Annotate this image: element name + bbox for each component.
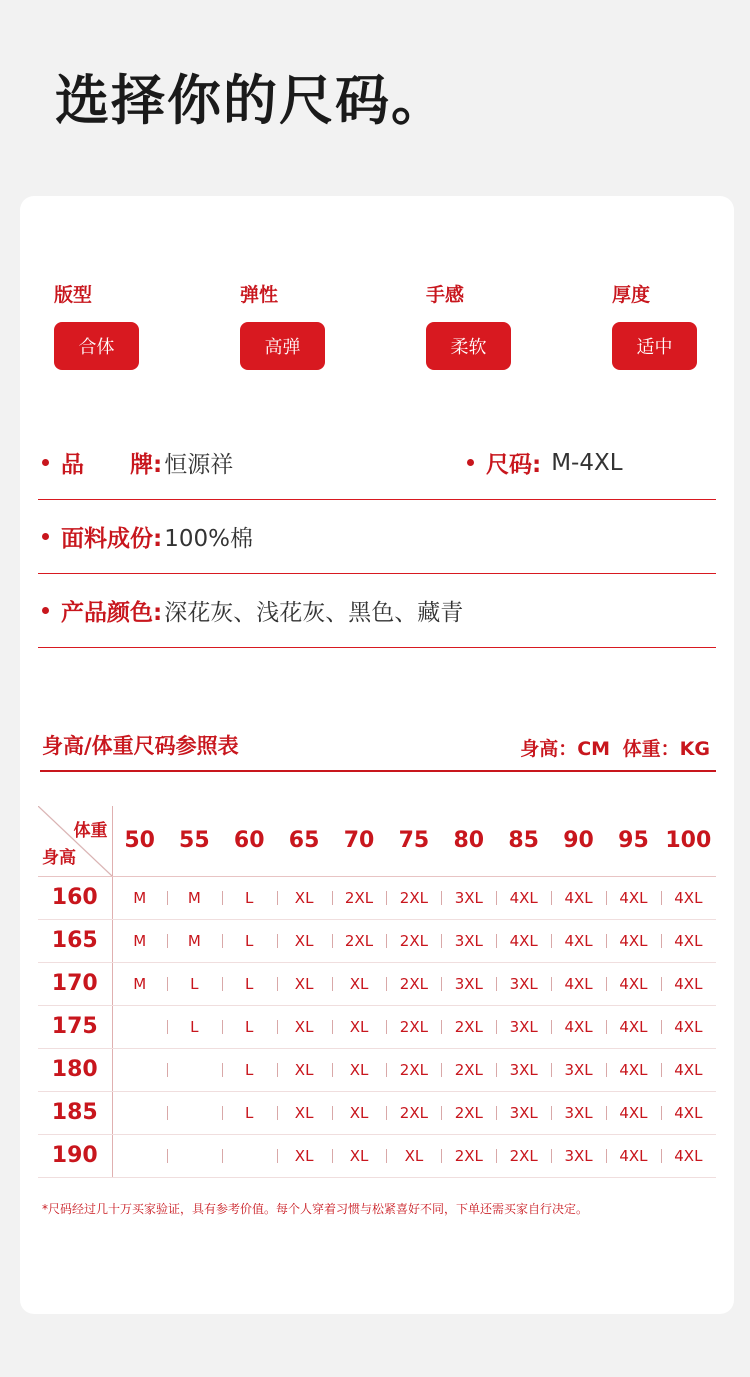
size-cell: XL bbox=[277, 1005, 332, 1048]
height-header: 170 bbox=[38, 962, 112, 1005]
attribute-elasticity bbox=[240, 280, 380, 370]
brand-label: 品 牌: bbox=[61, 452, 163, 478]
weight-header: 100 bbox=[661, 806, 716, 876]
fabric-label: 面料成份: bbox=[61, 526, 163, 552]
size-range-info bbox=[463, 446, 623, 479]
size-cell: L bbox=[222, 1005, 277, 1048]
size-cell: L bbox=[222, 962, 277, 1005]
fabric-value: 100%棉 bbox=[164, 526, 253, 552]
table-row bbox=[38, 1005, 716, 1048]
size-cell: 2XL bbox=[332, 876, 387, 919]
size-cell: 4XL bbox=[661, 1091, 716, 1134]
size-cell: XL bbox=[277, 1091, 332, 1134]
size-cell bbox=[222, 1134, 277, 1177]
size-cell: XL bbox=[386, 1134, 441, 1177]
attribute-feel bbox=[426, 280, 566, 370]
size-cell: 3XL bbox=[551, 1134, 606, 1177]
size-cell: 4XL bbox=[606, 1134, 661, 1177]
size-cell: 4XL bbox=[661, 962, 716, 1005]
height-header: 165 bbox=[38, 919, 112, 962]
size-range-value: M-4XL bbox=[551, 449, 623, 476]
size-cell: M bbox=[112, 876, 167, 919]
attribute-label: 手感 bbox=[426, 284, 465, 306]
size-cell: 4XL bbox=[661, 1005, 716, 1048]
weight-header-row bbox=[38, 806, 716, 876]
weight-header: 50 bbox=[112, 806, 167, 876]
weight-header: 60 bbox=[222, 806, 277, 876]
height-header: 185 bbox=[38, 1091, 112, 1134]
attribute-badge: 合体 bbox=[54, 322, 139, 370]
size-cell: 3XL bbox=[551, 1091, 606, 1134]
size-cell: 3XL bbox=[496, 1048, 551, 1091]
size-chart-title: 身高/体重尺码参照表 bbox=[42, 734, 239, 758]
size-cell: 2XL bbox=[386, 1091, 441, 1134]
page-title: 选择你的尺码。 bbox=[55, 69, 447, 132]
size-cell: 4XL bbox=[661, 876, 716, 919]
info-row-brand bbox=[38, 426, 716, 500]
brand-value: 恒源祥 bbox=[164, 452, 234, 478]
size-cell: 3XL bbox=[496, 962, 551, 1005]
size-cell: 2XL bbox=[386, 1005, 441, 1048]
height-header: 180 bbox=[38, 1048, 112, 1091]
size-cell: 4XL bbox=[551, 876, 606, 919]
attribute-badge: 柔软 bbox=[426, 322, 511, 370]
attribute-thickness bbox=[612, 280, 750, 370]
size-cell: 4XL bbox=[551, 962, 606, 1005]
weight-header: 70 bbox=[332, 806, 387, 876]
weight-header: 65 bbox=[277, 806, 332, 876]
size-cell: 4XL bbox=[551, 919, 606, 962]
size-cell: XL bbox=[332, 962, 387, 1005]
size-cell: 3XL bbox=[496, 1091, 551, 1134]
size-cell: 2XL bbox=[441, 1005, 496, 1048]
size-cell: 3XL bbox=[441, 876, 496, 919]
size-cell: XL bbox=[332, 1134, 387, 1177]
size-cell: XL bbox=[277, 1134, 332, 1177]
size-cell: XL bbox=[332, 1048, 387, 1091]
size-cell: M bbox=[112, 919, 167, 962]
height-header: 160 bbox=[38, 876, 112, 919]
colors-label: 产品颜色: bbox=[61, 600, 163, 626]
attribute-fit bbox=[54, 280, 194, 370]
size-cell: L bbox=[222, 876, 277, 919]
size-cell: 2XL bbox=[496, 1134, 551, 1177]
size-cell: 4XL bbox=[606, 876, 661, 919]
fabric-info bbox=[38, 520, 253, 553]
size-cell: M bbox=[167, 919, 222, 962]
weight-header: 95 bbox=[606, 806, 661, 876]
size-cell: 2XL bbox=[441, 1091, 496, 1134]
size-cell bbox=[167, 1134, 222, 1177]
size-cell: 3XL bbox=[551, 1048, 606, 1091]
corner-weight-label: 体重 bbox=[73, 821, 108, 841]
size-cell: 4XL bbox=[606, 962, 661, 1005]
colors-value: 深花灰、浅花灰、黑色、藏青 bbox=[164, 600, 464, 626]
size-cell: 4XL bbox=[551, 1005, 606, 1048]
attribute-badge: 适中 bbox=[612, 322, 697, 370]
size-cell bbox=[167, 1048, 222, 1091]
weight-header: 90 bbox=[551, 806, 606, 876]
weight-header: 75 bbox=[386, 806, 441, 876]
size-cell: 4XL bbox=[496, 876, 551, 919]
bullet-icon bbox=[42, 607, 49, 614]
size-cell: L bbox=[222, 919, 277, 962]
size-cell: 2XL bbox=[441, 1134, 496, 1177]
attribute-badge: 高弹 bbox=[240, 322, 325, 370]
size-cell: 4XL bbox=[661, 1048, 716, 1091]
size-cell: L bbox=[167, 1005, 222, 1048]
size-cell: L bbox=[222, 1048, 277, 1091]
info-row-fabric bbox=[38, 500, 716, 574]
height-unit: 身高：CM bbox=[520, 738, 611, 760]
size-cell bbox=[112, 1091, 167, 1134]
size-cell: 4XL bbox=[661, 919, 716, 962]
height-header: 175 bbox=[38, 1005, 112, 1048]
bullet-icon bbox=[467, 459, 474, 466]
brand-info bbox=[38, 446, 463, 479]
size-cell: 4XL bbox=[496, 919, 551, 962]
size-cell: 2XL bbox=[386, 919, 441, 962]
table-row bbox=[38, 962, 716, 1005]
size-cell: 2XL bbox=[332, 919, 387, 962]
size-cell: 4XL bbox=[606, 1091, 661, 1134]
size-cell: 2XL bbox=[386, 876, 441, 919]
table-row bbox=[38, 1048, 716, 1091]
size-cell: 4XL bbox=[606, 1005, 661, 1048]
size-cell: 4XL bbox=[661, 1134, 716, 1177]
info-row-colors bbox=[38, 574, 716, 648]
size-cell: 4XL bbox=[606, 919, 661, 962]
size-cell: 3XL bbox=[441, 919, 496, 962]
table-row bbox=[38, 876, 716, 919]
size-cell: L bbox=[222, 1091, 277, 1134]
size-card bbox=[20, 196, 734, 1314]
size-cell: 3XL bbox=[496, 1005, 551, 1048]
colors-info bbox=[38, 594, 463, 627]
size-cell: M bbox=[167, 876, 222, 919]
weight-unit: 体重：KG bbox=[622, 738, 710, 760]
size-cell: XL bbox=[277, 962, 332, 1005]
size-cell bbox=[112, 1005, 167, 1048]
size-cell: 2XL bbox=[386, 1048, 441, 1091]
weight-header: 55 bbox=[167, 806, 222, 876]
bullet-icon bbox=[42, 533, 49, 540]
size-cell bbox=[112, 1134, 167, 1177]
attribute-label: 版型 bbox=[54, 284, 93, 306]
size-cell: XL bbox=[277, 1048, 332, 1091]
size-cell: 3XL bbox=[441, 962, 496, 1005]
height-header: 190 bbox=[38, 1134, 112, 1177]
bullet-icon bbox=[42, 459, 49, 466]
size-cell: XL bbox=[332, 1005, 387, 1048]
size-cell bbox=[167, 1091, 222, 1134]
units-legend bbox=[514, 734, 710, 761]
weight-header: 85 bbox=[496, 806, 551, 876]
size-range-label: 尺码: bbox=[486, 452, 542, 478]
size-cell: 4XL bbox=[606, 1048, 661, 1091]
size-chart-table bbox=[38, 806, 716, 1178]
size-cell bbox=[112, 1048, 167, 1091]
size-cell: 2XL bbox=[441, 1048, 496, 1091]
size-cell: M bbox=[112, 962, 167, 1005]
attribute-label: 弹性 bbox=[240, 284, 279, 306]
corner-height-label: 身高 bbox=[42, 847, 76, 868]
table-row bbox=[38, 1091, 716, 1134]
attribute-label: 厚度 bbox=[612, 284, 651, 306]
size-cell: XL bbox=[332, 1091, 387, 1134]
size-cell: L bbox=[167, 962, 222, 1005]
size-cell: XL bbox=[277, 876, 332, 919]
size-cell: XL bbox=[277, 919, 332, 962]
weight-header: 80 bbox=[441, 806, 496, 876]
table-row bbox=[38, 919, 716, 962]
size-cell: 2XL bbox=[386, 962, 441, 1005]
size-chart-header bbox=[40, 722, 716, 772]
table-row bbox=[38, 1134, 716, 1177]
table-corner bbox=[38, 806, 112, 876]
footnote: *尺码经过几十万买家验证，具有参考价值。每个人穿着习惯与松紧喜好不同，下单还需买家自行决定。 bbox=[42, 1202, 589, 1216]
